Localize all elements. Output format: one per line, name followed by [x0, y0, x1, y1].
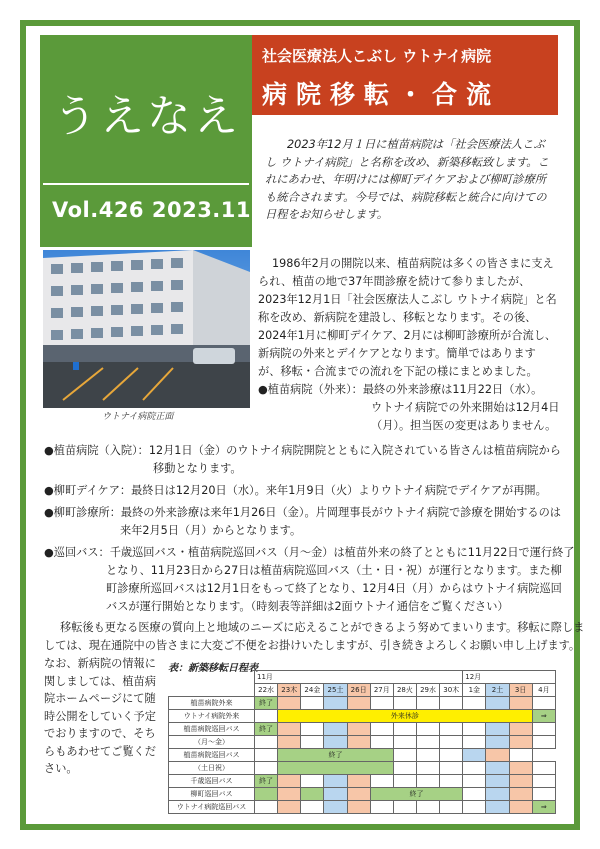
day-cell: 27月	[370, 684, 393, 697]
row-label: 柳町巡回バス	[169, 788, 255, 801]
closing-line1: 移転後も更なる医療の質向上と地域のニーズに応えることができるよう努めてまいります。移転に際しま	[60, 621, 585, 634]
day-cell: 22水	[255, 684, 278, 697]
bullet-bus-line4: バスが運行開始となります。（時刻表等詳細は2面ウトナイ通信をご覧ください）	[106, 600, 509, 613]
row-label-sub: （月〜金）	[169, 736, 255, 749]
bullet-bus-line2: となり、11月23日から27日は植苗病院巡回バス（土・日・祝）が運行となります。また柳	[106, 564, 562, 577]
row-label: 千歳巡回バス	[169, 775, 255, 788]
bullet-outpatient: ●植苗病院（外来）：最終の外来診療は11月22日（水）。	[258, 383, 543, 396]
end-cell: 終了	[255, 723, 278, 736]
day-cell: 28火	[393, 684, 416, 697]
table-row	[169, 749, 556, 762]
start-arrow: ⇒	[532, 710, 555, 723]
day-cell: 25土	[324, 684, 347, 697]
month-november: 11月	[255, 671, 463, 684]
newsletter-title: うえなえ	[53, 91, 241, 142]
start-arrow: ⇒	[532, 801, 555, 814]
row-label-sub: （土日祝）	[169, 762, 255, 775]
volume-label: Vol.426 2023.11	[52, 198, 252, 222]
day-cell: 1金	[463, 684, 486, 697]
row-label: ウトナイ病院巡回バス	[169, 801, 255, 814]
day-cell: 3日	[509, 684, 532, 697]
hospital-building-image	[43, 250, 250, 408]
bullet-clinic: ●柳町診療所：最終の外来診療は来年1月26日（金）。片岡理事長がウトナイ病院で診療を開始するのは	[44, 506, 561, 519]
hospital-name: 社会医療法人こぶし ウトナイ病院	[262, 47, 492, 65]
day-cell: 30木	[440, 684, 463, 697]
hospital-photo	[43, 250, 250, 408]
end-cell: 終了	[255, 697, 278, 710]
day-header-row	[169, 684, 556, 697]
table-row	[169, 801, 556, 814]
weekend-bar: 終了	[278, 749, 394, 762]
side-note: なお、新病院の情報に関しましては、植苗病院ホームページにて随時公開をしていく予定でおりますので、そちらもあわせてご覧ください。	[44, 657, 156, 775]
table-row	[169, 723, 556, 736]
bullet-bus-line3: 町診療所巡回バスは12月1日をもって終了となり、12月4日（月）からはウトナイ病院巡回	[106, 582, 562, 595]
day-cell: 23木	[278, 684, 301, 697]
table-row	[169, 697, 556, 710]
day-cell: 29水	[416, 684, 439, 697]
row-label: 植苗病院外来	[169, 697, 255, 710]
day-cell: 24金	[301, 684, 324, 697]
table-row	[169, 788, 556, 801]
intro-text: 2023年12月１日に植苗病院は「社会医療法人こぶし ウトナイ病院」と名称を改め、新築移転致します。これにあわせ、年明けには柳町デイケアおよび柳町診療所も統合されます。今号では、病院移転と統合に向けての日程をお知らせします。	[265, 138, 549, 221]
bullet-clinic-line2: 来年2月5日（月）からとなります。	[120, 524, 302, 537]
bullet-outpatient-line2: ウトナイ病院での外来開始は12月4日	[371, 401, 560, 414]
bullet-daycare: ●柳町デイケア：最終日は12月20日（水）。来年1月9日（火）よりウトナイ病院でデイケアが再開。	[44, 484, 547, 497]
end-cell: 終了	[370, 788, 463, 801]
bullet-outpatient-line3: （月）。担当医の変更はありません。	[371, 419, 557, 432]
table-row	[169, 736, 556, 749]
bullet-inpatient-line2: 移動となります。	[153, 462, 242, 475]
end-cell: 終了	[255, 775, 278, 788]
row-label: 植苗病院巡回バス	[169, 749, 255, 762]
table-row	[169, 710, 556, 723]
closing-line2: しては、現在通院中の皆さまに大変ご不便をお掛けいたしますが、引き続きよろしくお願い申し上げます。	[44, 639, 581, 652]
schedule-title: 表：新築移転日程表	[168, 663, 258, 674]
table-row	[169, 762, 556, 775]
body-paragraph: 1986年2月の開院以来、植苗病院は多くの皆さまに支えられ、植苗の地で37年間診療を続けて参りましたが、2023年12月1日「社会医療法人こぶし ウトナイ病院」と名称を改め、新病院を建設し、移転となります。その後、2024年1月に柳町デイケア、2月には柳町診療所が合流し、新病院の外来とデイケアとなります。簡単ではありますが、移転・合流までの流れを下記の様にまとめました。	[258, 257, 557, 378]
schedule-table	[168, 670, 556, 810]
bullet-bus: ●巡回バス：千歳巡回バス・植苗病院巡回バス（月〜金）は植苗外来の終了とともに11月22日で運行終了	[44, 546, 575, 559]
headline: 病院移転・合流	[262, 80, 501, 109]
day-cell: 4月	[532, 684, 555, 697]
day-cell: 26日	[347, 684, 370, 697]
bullet-inpatient: ●植苗病院（入院）：12月1日（金）のウトナイ病院開院とともに入院されている皆さんは植苗病院から	[44, 444, 561, 457]
table-row	[169, 775, 556, 788]
row-label: 植苗病院巡回バス	[169, 723, 255, 736]
photo-caption: ウトナイ病院正面	[102, 412, 174, 422]
row-label: ウトナイ病院外来	[169, 710, 255, 723]
closed-bar: 外来休診	[278, 710, 533, 723]
month-december: 12月	[463, 671, 556, 684]
day-cell: 2土	[486, 684, 509, 697]
